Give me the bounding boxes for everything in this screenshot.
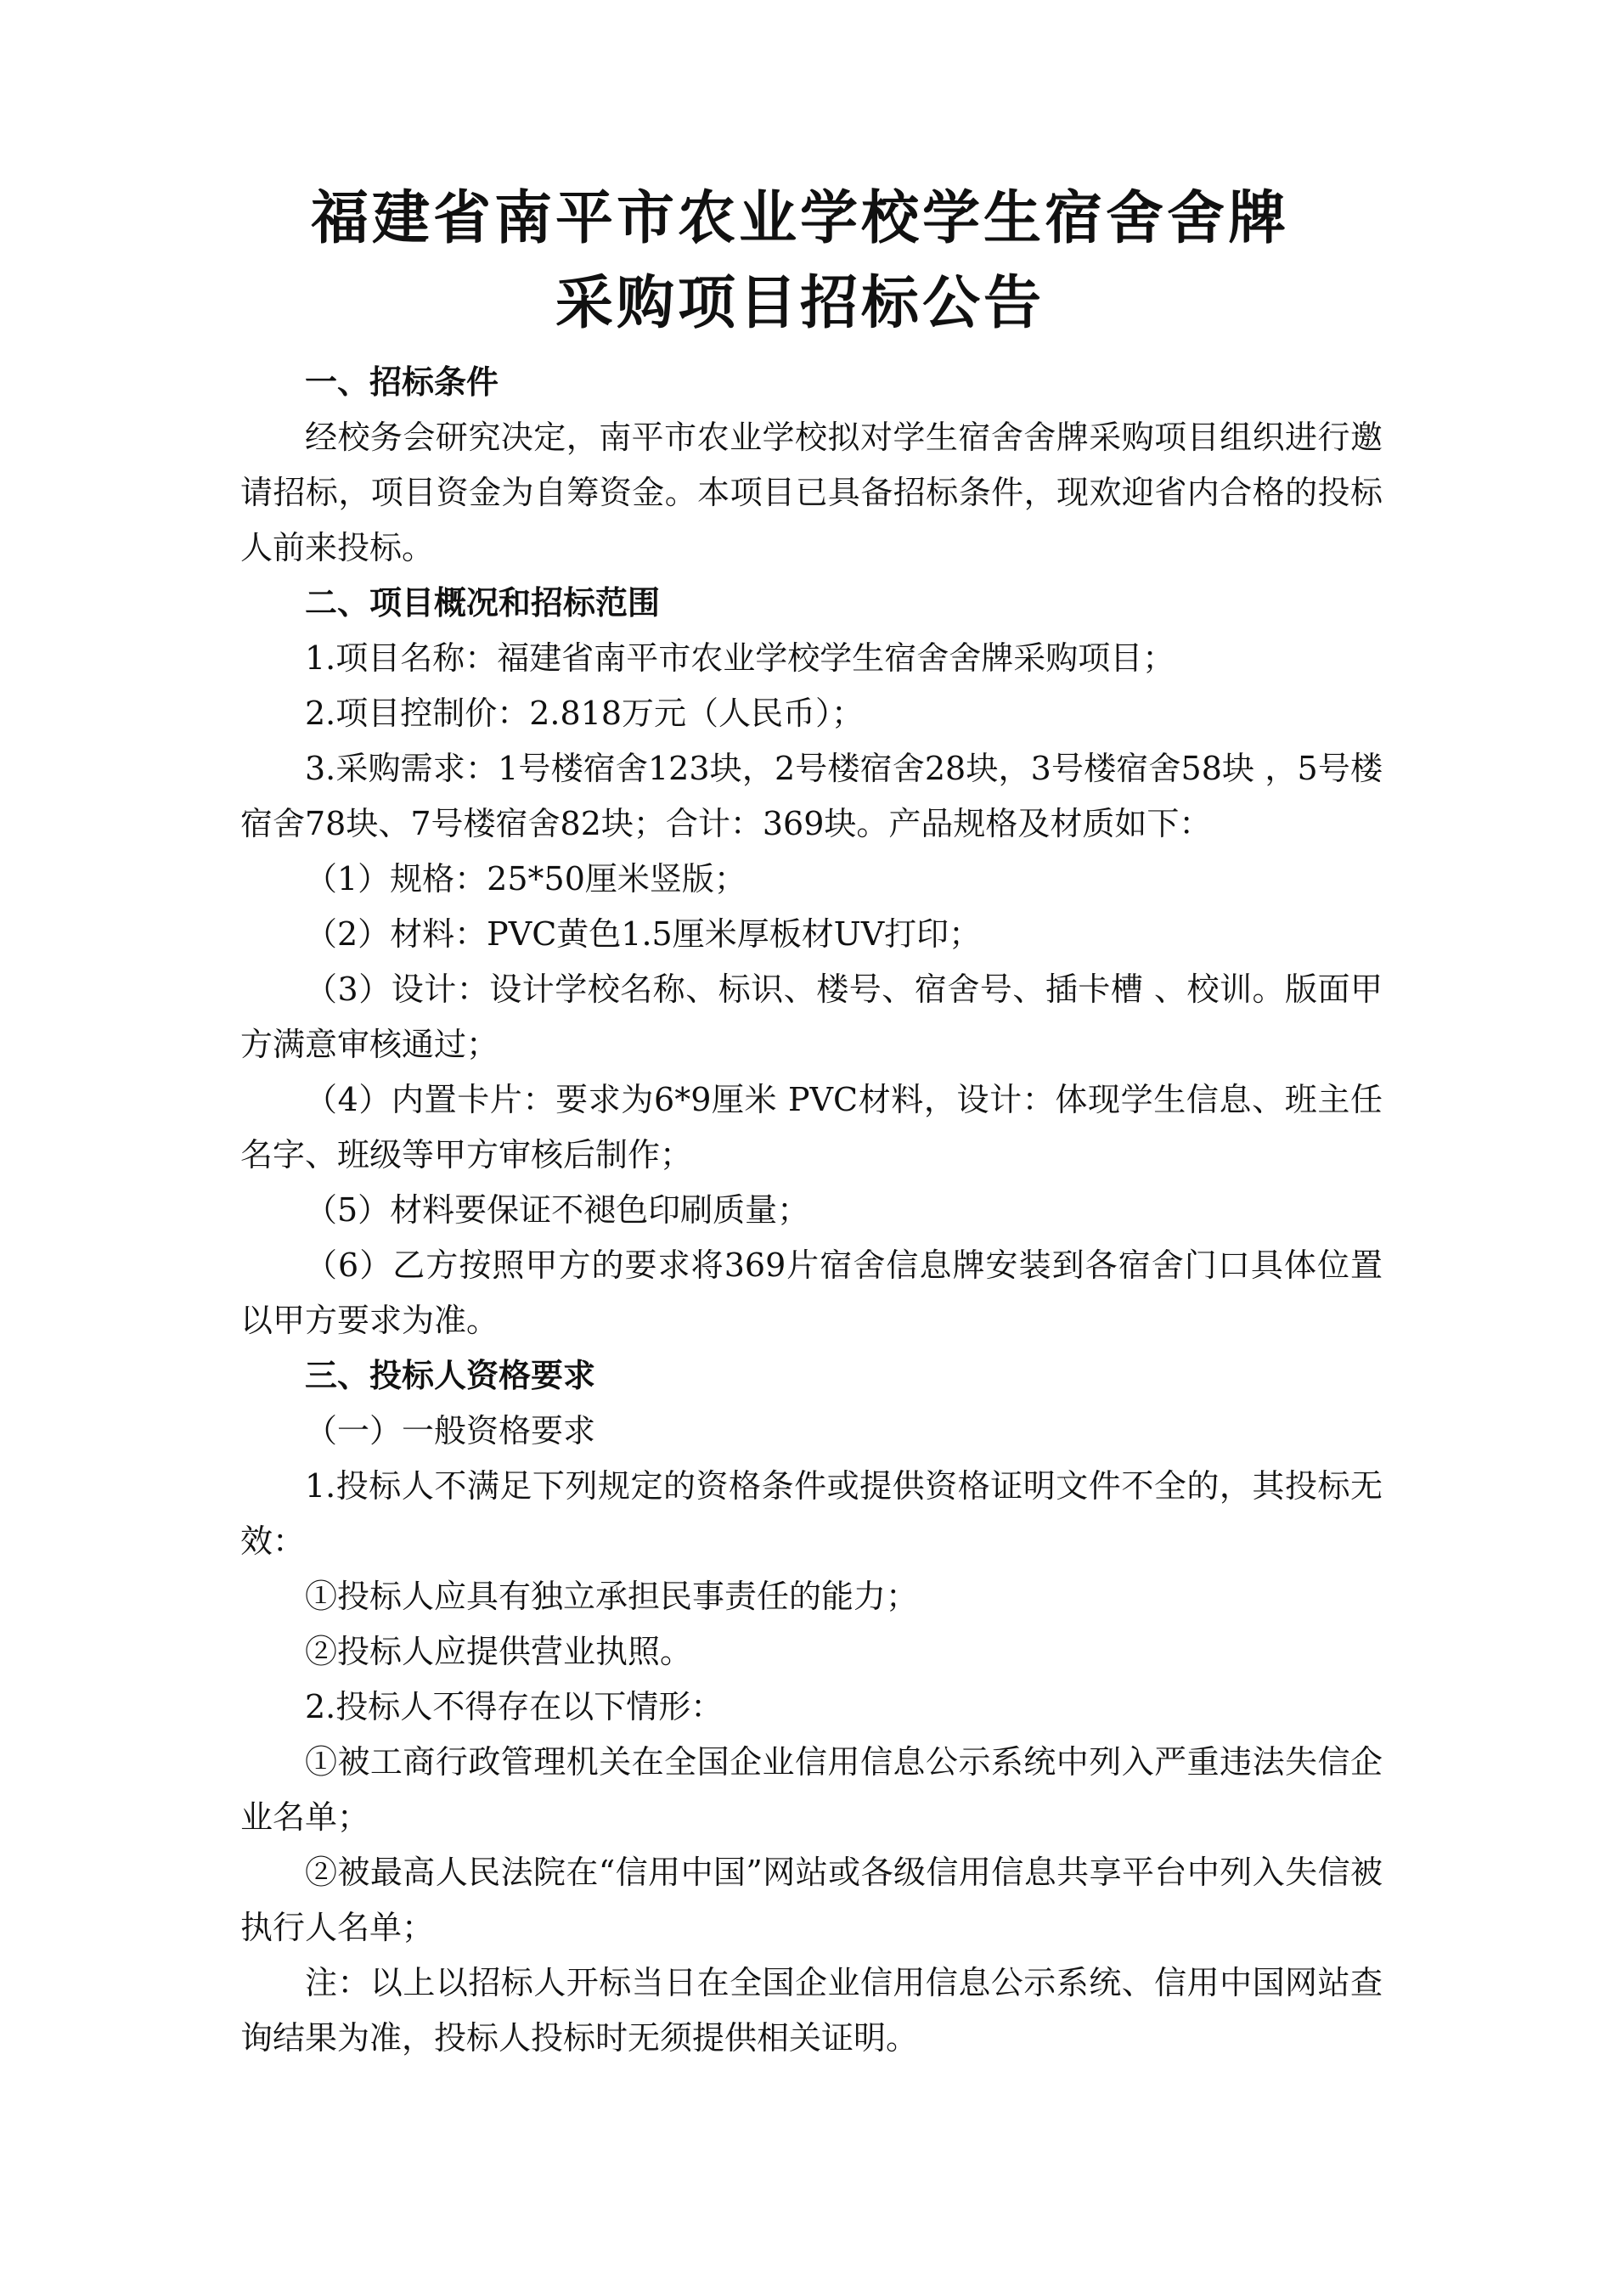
section-heading-qualification: 三、投标人资格要求 bbox=[305, 1357, 596, 1394]
section-heading-project-overview: 二、项目概况和招标范围 bbox=[305, 584, 661, 622]
spec-item-5: （5）材料要保证不褪色印刷质量； bbox=[305, 1191, 810, 1229]
qualification-subitem-1: ①投标人应具有独立承担民事责任的能力； bbox=[305, 1578, 919, 1615]
item-project-name: 1.项目名称：福建省南平市农业学校学生宿舍舍牌采购项目； bbox=[305, 639, 1175, 677]
exclusion-item-1: ①被工商行政管理机关在全国企业信用信息公示系统中列入严重违法失信企业名单； bbox=[240, 1743, 1383, 1836]
item-procurement-demand: 3.采购需求：1号楼宿舍123块，2号楼宿舍28块，3号楼宿舍58块 ，5号楼宿舍78块、7号楼宿舍82块；合计：369块。产品规格及材质如下： bbox=[240, 750, 1383, 842]
note-paragraph: 注：以上以招标人开标当日在全国企业信用信息公示系统、信用中国网站查询结果为准，投标人投标时无须提供相关证明。 bbox=[240, 1964, 1383, 2057]
document-title-line-1: 福建省南平市农业学校学生宿舍舍牌 bbox=[310, 185, 1289, 252]
paragraph-bidding-conditions: 经校务会研究决定，南平市农业学校拟对学生宿舍舍牌采购项目组织进行邀请招标，项目资金为自筹资金。本项目已具备招标条件，现欢迎省内合格的投标人前来投标。 bbox=[240, 419, 1383, 566]
spec-item-4: （4）内置卡片：要求为6*9厘米 PVC材料，设计：体现学生信息、班主任名字、班级等甲方审核后制作； bbox=[240, 1081, 1383, 1173]
spec-item-3: （3）设计：设计学校名称、标识、楼号、宿舍号、插卡槽 、校训。版面甲方满意审核通过； bbox=[240, 971, 1383, 1063]
spec-item-1: （1）规格：25*50厘米竖版； bbox=[305, 860, 746, 898]
section-heading-bidding-conditions: 一、招标条件 bbox=[305, 363, 499, 401]
qualification-item-2: 2.投标人不得存在以下情形： bbox=[305, 1688, 724, 1725]
item-control-price: 2.项目控制价：2.818万元（人民币）； bbox=[305, 695, 865, 732]
qualification-item-1: 1.投标人不满足下列规定的资格条件或提供资格证明文件不全的，其投标无效： bbox=[240, 1467, 1383, 1560]
spec-item-6: （6）乙方按照甲方的要求将369片宿舍信息牌安装到各宿舍门口具体位置以甲方要求为准。 bbox=[240, 1246, 1383, 1339]
subheading-general-qualification: （一）一般资格要求 bbox=[305, 1412, 596, 1449]
document-title-line-2: 采购项目招标公告 bbox=[555, 270, 1045, 337]
qualification-subitem-2: ②投标人应提供营业执照。 bbox=[305, 1633, 693, 1670]
document-body bbox=[240, 355, 1383, 2066]
exclusion-item-2: ②被最高人民法院在“信用中国”网站或各级信用信息共享平台中列入失信被执行人名单； bbox=[240, 1854, 1383, 1946]
spec-item-2: （2）材料：PVC黄色1.5厘米厚板材UV打印； bbox=[305, 915, 982, 953]
